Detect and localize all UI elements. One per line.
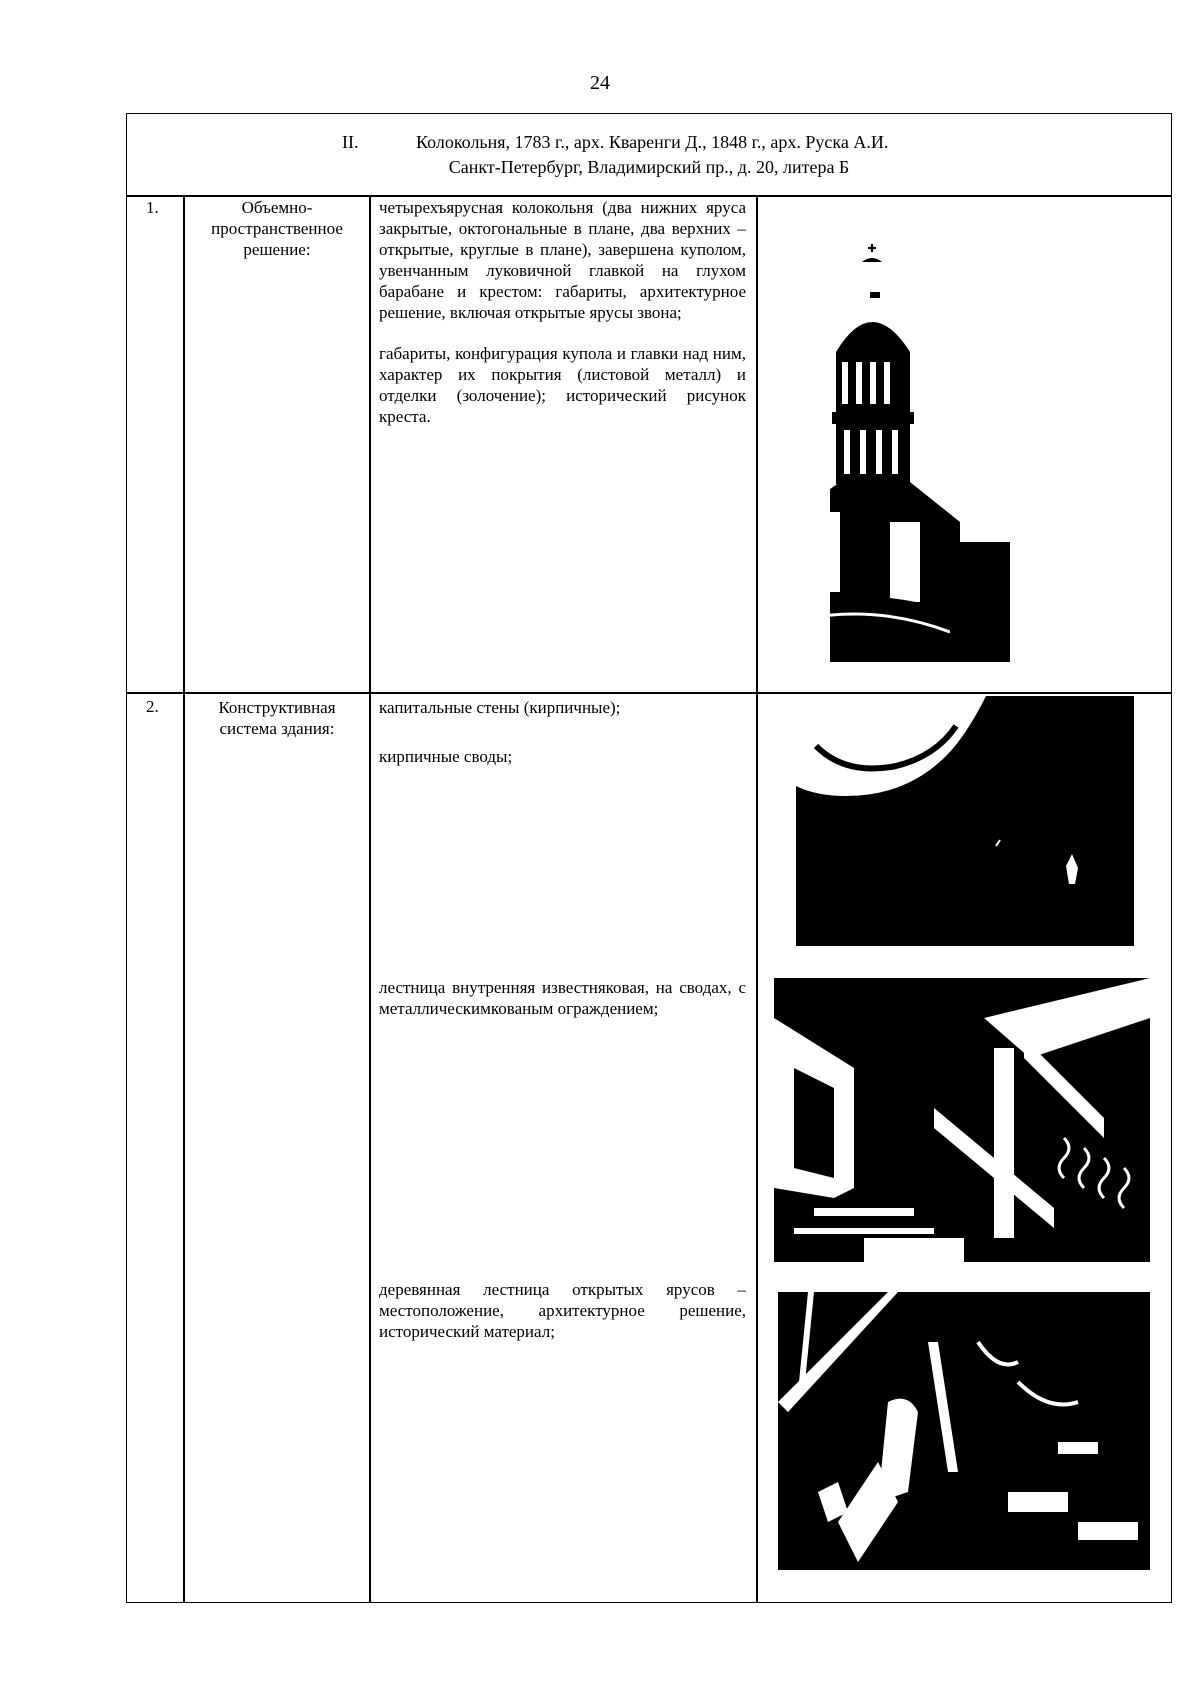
row-label: Конструктивная система здания: (218, 698, 336, 738)
structure-item: капитальные стены (кирпичные); (379, 698, 621, 717)
structure-item: кирпичные своды; (379, 747, 513, 766)
limestone-staircase-photo (774, 978, 1150, 1262)
object-address: Санкт-Петербург, Владимирский пр., д. 20, литера Б (448, 157, 850, 177)
column-divider (183, 195, 185, 1603)
structure-item: лестница внутренняя известняковая, на сводах, с металлическимкованым ограждением; (379, 978, 746, 1018)
table-divider (126, 692, 1172, 694)
row-number: 1. (146, 198, 159, 217)
structure-item: деревянная лестница открытых ярусов – местоположение, архитектурное решение, исторический материал; (379, 1280, 746, 1341)
page-number: 24 (590, 72, 610, 94)
object-title: Колокольня, 1783 г., арх. Кваренги Д., 1848 г., арх. Руска А.И. (416, 132, 889, 152)
column-divider (369, 195, 371, 1603)
table-header (126, 113, 1172, 195)
row-description (379, 197, 746, 427)
bell-tower-photo (830, 232, 1100, 662)
description-paragraph: габариты, конфигурация купола и главки над ним, характер их покрытия (листовой металл) и отделки (золочение); исторический рисунок креста. (379, 344, 746, 426)
column-divider (756, 195, 758, 1603)
row-number: 2. (146, 697, 159, 716)
description-paragraph: четырехъярусная колокольня (два нижних яруса закрытые, октогональные в плане, два верхних – открытые, круглые в плане), завершена куполом, увенчанным луковичной главкой на глухом барабане и крестом: габариты, архитектурное решение, включая открытые ярусы звона; (379, 198, 746, 322)
row-label: Объемно-пространственное решение: (211, 198, 343, 259)
section-number: II. (342, 132, 359, 152)
vault-photo (796, 696, 1134, 946)
wooden-staircase-photo (778, 1292, 1150, 1570)
